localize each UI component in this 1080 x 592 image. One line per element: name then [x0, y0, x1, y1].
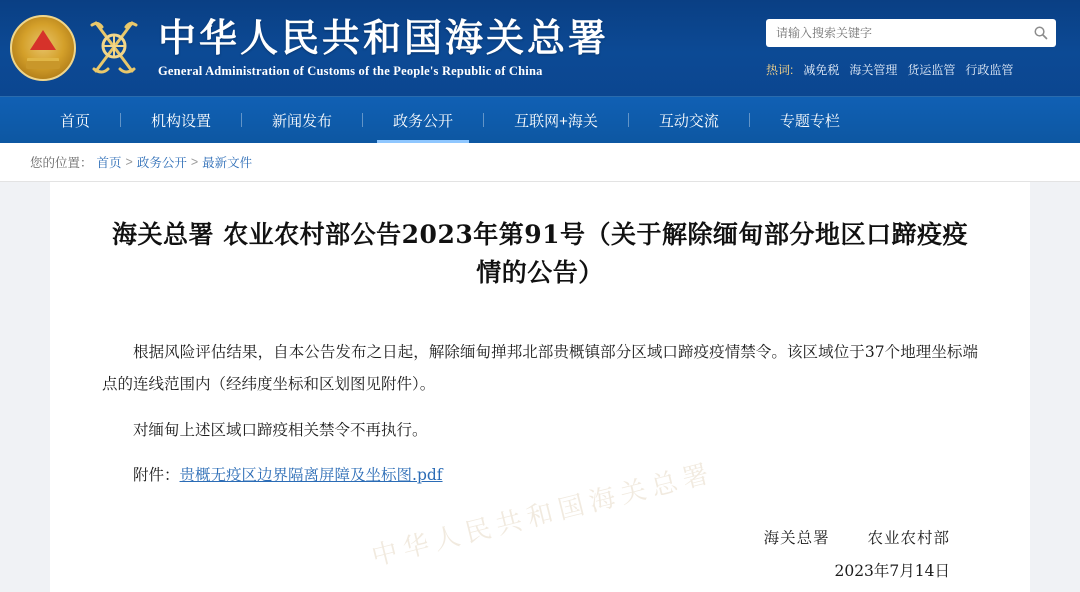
customs-badge-icon — [82, 15, 146, 81]
search-icon[interactable] — [1033, 25, 1048, 40]
signature-org-customs: 海关总署 — [763, 529, 830, 548]
nav-item-home[interactable]: 首页 — [60, 112, 91, 130]
site-title-cn: 中华人民共和国海关总署 — [158, 15, 610, 61]
hotword-link-3[interactable]: 货运监管 — [907, 62, 956, 77]
breadcrumb-item-government-affairs[interactable]: 政务公开 — [136, 156, 187, 170]
search-box[interactable] — [766, 19, 1056, 47]
nav-item-special-topics[interactable]: 专题专栏 — [779, 112, 840, 130]
breadcrumb-item-current: 最新文件 — [202, 156, 253, 170]
document-paper — [50, 182, 1030, 592]
hotword-link-4[interactable]: 行政监管 — [965, 62, 1014, 77]
nav-item-government-affairs[interactable]: 政务公开 — [363, 97, 483, 143]
hotwords-bar — [766, 61, 1013, 78]
signature-org-agriculture: 农业农村部 — [867, 529, 950, 548]
attachment-prefix: 附件： — [133, 466, 180, 485]
document-attachment-line — [102, 460, 978, 492]
nav-item-interaction[interactable]: 互动交流 — [658, 112, 719, 130]
header-brand[interactable] — [0, 15, 609, 81]
page-body — [0, 182, 1080, 592]
breadcrumb-bar — [0, 143, 1080, 182]
document-paragraph-1: 根据风险评估结果，自本公告发布之日起，解除缅甸掸邦北部贵概镇部分区域口蹄疫疫情禁令。该区域位于37个地理坐标端点的连线范围内（经纬度坐标和区划图见附件）。 — [102, 343, 978, 393]
signature-date: 2023年7月14日 — [834, 561, 950, 580]
site-title-block — [156, 17, 609, 78]
main-nav — [0, 96, 1080, 143]
breadcrumb — [0, 153, 252, 171]
hotwords-label: 热词: — [766, 62, 794, 77]
hotword-link-1[interactable]: 减免税 — [803, 62, 840, 77]
nav-item-internet-customs[interactable]: 互联网+海关 — [514, 112, 598, 130]
document-paragraph-2: 对缅甸上述区域口蹄疫相关禁令不再执行。 — [133, 420, 428, 439]
breadcrumb-separator: > — [125, 155, 133, 169]
document-signature — [102, 522, 978, 587]
search-input[interactable] — [774, 25, 1033, 41]
site-title-en: General Administration of Customs of the People's Republic of China — [158, 63, 543, 78]
signature-orgs — [102, 522, 950, 555]
header-search-area — [766, 19, 1080, 78]
breadcrumb-label: 您的位置： — [30, 156, 93, 170]
attachment-link[interactable]: 贵概无疫区边界隔离屏障及坐标图.pdf — [179, 466, 443, 485]
document-title: 海关总署 农业农村部公告2023年第91号（关于解除缅甸部分地区口蹄疫疫情的公告） — [111, 220, 969, 287]
site-header — [0, 0, 1080, 96]
nav-item-organization[interactable]: 机构设置 — [151, 112, 212, 130]
hotword-link-2[interactable]: 海关管理 — [849, 62, 898, 77]
national-emblem-icon — [10, 15, 76, 81]
watermark: 中华人民共和国海关总署 — [368, 458, 718, 573]
breadcrumb-separator: > — [190, 155, 199, 169]
nav-item-news[interactable]: 新闻发布 — [272, 112, 333, 130]
breadcrumb-item-home[interactable]: 首页 — [96, 156, 122, 170]
